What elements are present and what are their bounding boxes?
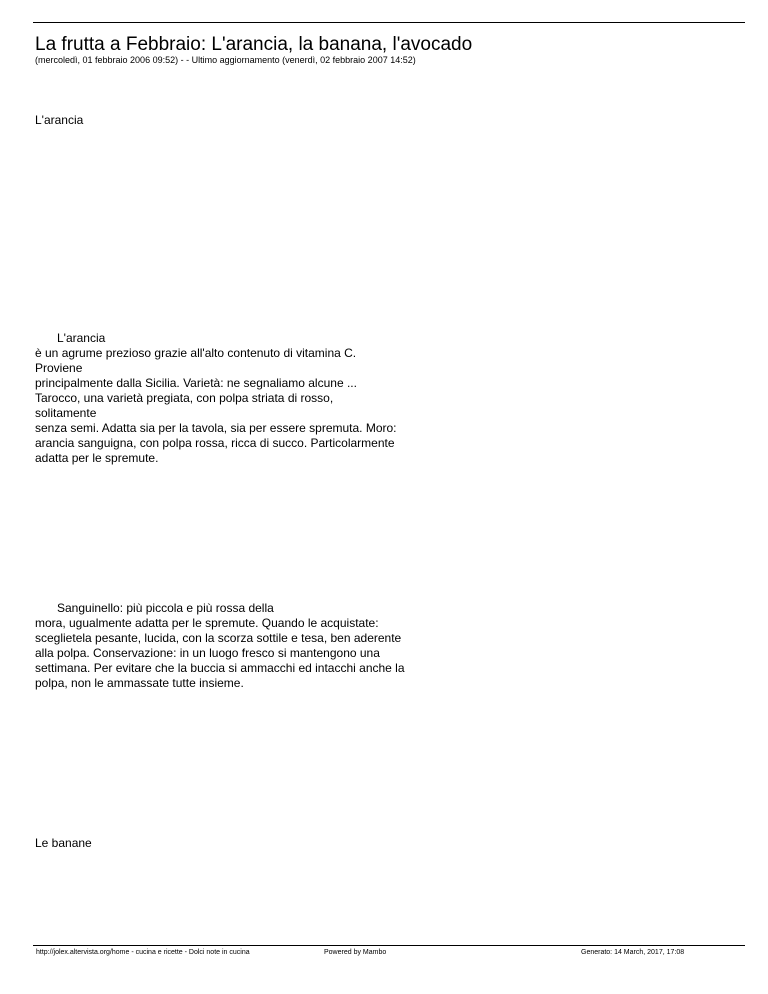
footer-powered-by: Powered by Mambo xyxy=(324,949,387,956)
section-heading-orange: L'arancia xyxy=(35,113,84,127)
article-title: La frutta a Febbraio: L'arancia, la banana, l'avocado xyxy=(35,34,473,55)
paragraph-line: adatta per le spremute. xyxy=(35,451,159,465)
paragraph-line: solitamente xyxy=(35,406,97,420)
paragraph-line: è un agrume prezioso grazie all'alto contenuto di vitamina C. xyxy=(35,346,357,360)
paragraph-line: sceglietela pesante, lucida, con la scorza sottile e tesa, ben aderente xyxy=(35,631,402,645)
paragraph-line: alla polpa. Conservazione: in un luogo fresco si mantengono una xyxy=(35,646,380,660)
paragraph-orange xyxy=(35,331,455,466)
footer-source-link[interactable]: http://jolex.altervista.org/home - cucina e ricette - Dolci note in cucina xyxy=(36,949,250,956)
paragraph-line: polpa, non le ammassate tutte insieme. xyxy=(35,676,244,690)
article-dates: (mercoledì, 01 febbraio 2006 09:52) - - Ultimo aggiornamento (venerdì, 02 febbraio 2007 14:52) xyxy=(35,55,416,65)
paragraph-line: senza semi. Adatta sia per la tavola, sia per essere spremuta. Moro: xyxy=(35,421,397,435)
footer-generated-date: Generato: 14 March, 2017, 17:08 xyxy=(581,949,685,956)
paragraph-line: mora, ugualmente adatta per le spremute. Quando le acquistate: xyxy=(35,616,379,630)
paragraph-line: principalmente dalla Sicilia. Varietà: ne segnaliamo alcune ... xyxy=(35,376,357,390)
paragraph-line: settimana. Per evitare che la buccia si ammacchi ed intacchi anche la xyxy=(35,661,405,675)
section-heading-banana: Le banane xyxy=(35,836,92,850)
paragraph-line: arancia sanguigna, con polpa rossa, ricca di succo. Particolarmente xyxy=(35,436,395,450)
top-rule xyxy=(33,22,745,23)
paragraph-line: Sanguinello: più piccola e più rossa della xyxy=(57,601,274,615)
paragraph-line: L'arancia xyxy=(57,331,106,345)
bottom-rule xyxy=(33,945,745,946)
paragraph-line: Tarocco, una varietà pregiata, con polpa striata di rosso, xyxy=(35,391,334,405)
paragraph-sanguinello xyxy=(35,601,455,691)
paragraph-line: Proviene xyxy=(35,361,83,375)
